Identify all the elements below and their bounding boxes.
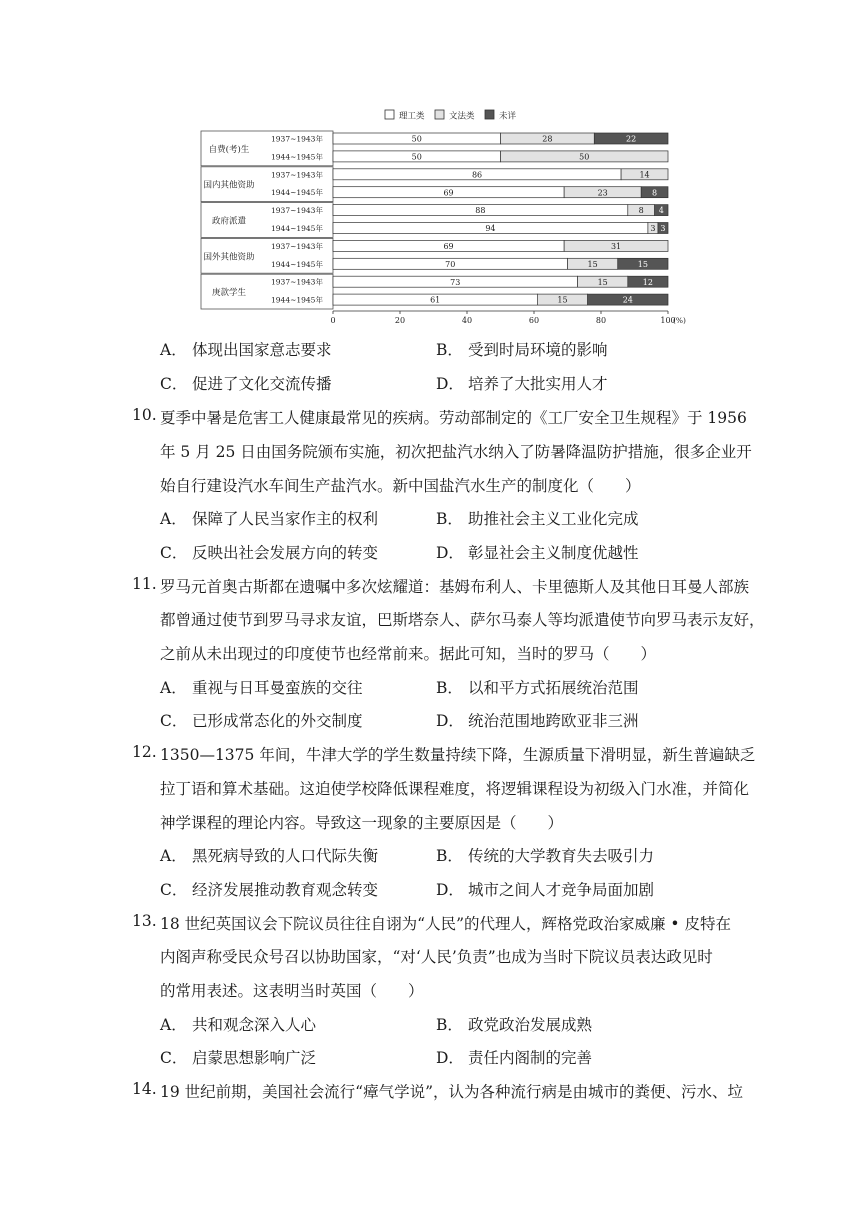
data-label: 50 [411,152,422,162]
question-number: 11. [132,575,157,593]
period-label: 1937~1943年 [271,241,323,251]
x-tick-label: 20 [394,316,406,325]
option-b: B． 受到时局环境的影响 [436,341,608,359]
option-a: A． 重视与日耳曼蛮族的交往 [160,679,363,697]
legend-label: 未详 [499,111,517,122]
question-text: 神学课程的理论内容。导致这一现象的主要原因是（ ） [160,814,564,832]
x-tick-label: 60 [528,316,540,325]
question-number: 12. [132,743,157,761]
question-text: 罗马元首奥古斯都在遗嘱中多次炫耀道：基姆布利人、卡里德斯人及其他日耳曼人部族 [160,578,750,596]
data-label: 3 [650,224,656,234]
option-text: 助推社会主义工业化完成 [468,510,639,528]
group-label: 国内其他资助 [203,180,255,191]
x-tick-label: 100 [660,316,676,325]
period-label: 1937~1943年 [271,134,323,144]
option-b: B． 以和平方式拓展统治范围 [436,679,639,697]
option-d: D． 彰显社会主义制度优越性 [436,544,639,562]
data-label: 8 [652,188,658,198]
option-d: D． 城市之间人才竞争局面加剧 [436,881,655,899]
option-text: 黑死病导致的人口代际失衡 [192,847,379,865]
x-tick-label: 80 [595,316,607,325]
data-label: 3 [660,224,666,234]
question-text: 19 世纪前期，美国社会流行“瘴气学说”，认为各种流行病是由城市的粪便、污水、垃 [160,1083,744,1101]
option-text: 重视与日耳曼蛮族的交往 [192,679,363,697]
legend-swatch [435,110,444,119]
data-label: 86 [471,170,483,180]
option-text: 政党政治发展成熟 [468,1016,593,1034]
option-b: B． 传统的大学教育失去吸引力 [436,847,655,865]
option-text: 受到时局环境的影响 [468,341,608,359]
period-label: 1944~1945年 [271,152,323,162]
data-label: 24 [622,295,633,305]
option-text: 反映出社会发展方向的转变 [192,544,379,562]
group-label: 政府派遣 [211,216,247,227]
data-label: 73 [450,277,461,287]
option-text: 以和平方式拓展统治范围 [468,679,639,697]
option-text: 统治范围地跨欧亚非三洲 [468,712,639,730]
data-label: 50 [411,134,422,144]
option-text: 已形成常态化的外交制度 [192,712,363,730]
data-label: 15 [597,277,608,287]
period-label: 1937~1943年 [271,206,323,216]
question-number: 14. [132,1080,157,1098]
data-label: 23 [597,188,608,198]
data-label: 94 [485,224,496,234]
legend-label: 文法类 [449,111,475,122]
data-label: 31 [610,242,622,251]
question-number: 13. [132,912,157,930]
question-text: 18 世纪英国议会下院议员往往自诩为“人民”的代理人，辉格党政治家威廉 • 皮特在 [160,915,731,933]
question-text: 1350—1375 年间，牛津大学的学生数量持续下降，生源质量下滑明显，新生普遍缺乏 [160,746,756,764]
period-label: 1944~1945年 [271,224,323,233]
option-text: 启蒙思想影响广泛 [192,1049,317,1067]
data-label: 15 [587,259,598,269]
option-text: 传统的大学教育失去吸引力 [468,847,655,865]
option-text: 共和观念深入人心 [192,1016,317,1034]
data-label: 8 [638,206,644,216]
data-label: 50 [579,152,590,162]
option-text: 经济发展推动教育观念转变 [192,881,379,899]
question-number: 10. [132,406,157,424]
option-b: B． 助推社会主义工业化完成 [436,510,639,528]
period-label: 1944~1945年 [271,295,323,305]
question-text: 始自行建设汽水车间生产盐汽水。新中国盐汽水生产的制度化（ ） [160,477,641,495]
option-a: A． 共和观念深入人心 [160,1016,317,1034]
data-label: 12 [642,277,653,287]
group-label: 庚款学生 [211,288,247,299]
group-label: 国外其他资助 [203,252,255,263]
question-text: 都曾通过使节到罗马寻求友谊，巴斯塔奈人、萨尔马泰人等均派遣使节向罗马表示友好， [160,611,765,629]
x-unit-label: (%) [673,316,686,325]
legend-swatch [385,110,394,119]
legend-label: 理工类 [399,111,425,122]
period-label: 1937~1943年 [271,277,323,287]
legend-swatch [485,110,494,119]
data-label: 70 [445,259,456,269]
question-text: 的常用表述。这表明当时英国（ ） [160,982,424,1000]
option-c: C． 反映出社会发展方向的转变 [160,544,379,562]
question-text: 年 5 月 25 日由国务院颁布实施，初次把盐汽水纳入了防暑降温防护措施，很多企业开 [160,443,752,461]
option-a: A． 黑死病导致的人口代际失衡 [160,847,379,865]
option-text: 培养了大批实用人才 [468,375,608,393]
option-b: B． 政党政治发展成熟 [436,1016,593,1034]
data-label: 15 [637,259,648,269]
data-label: 88 [475,206,486,216]
option-c: C． 经济发展推动教育观念转变 [160,881,379,899]
option-text: 彰显社会主义制度优越性 [468,544,639,562]
data-label: 28 [542,134,553,144]
question-text: 之前从未出现过的印度使节也经常前来。据此可知，当时的罗马（ ） [160,645,657,663]
data-label: 22 [626,134,637,144]
option-text: 体现出国家意志要求 [192,341,332,359]
option-d: D． 培养了大批实用人才 [436,375,608,393]
option-c: C． 促进了文化交流传播 [160,375,332,393]
option-a: A． 保障了人民当家作主的权利 [160,510,379,528]
period-label: 1944~1945年 [271,188,323,198]
option-text: 责任内阁制的完善 [468,1049,593,1067]
data-label: 69 [443,188,454,198]
question-text: 内阁声称受民众号召以协助国家，“对‘人民’负责”也成为当时下院议员表达政见时 [160,948,713,966]
option-d: D． 统治范围地跨欧亚非三洲 [436,712,639,730]
option-d: D． 责任内阁制的完善 [436,1049,593,1067]
data-label: 15 [557,295,568,305]
x-tick-label: 0 [330,316,336,325]
option-text: 促进了文化交流传播 [192,375,332,393]
option-a: A． 体现出国家意志要求 [160,341,332,359]
x-tick-label: 40 [461,316,473,325]
option-c: C． 已形成常态化的外交制度 [160,712,363,730]
option-text: 城市之间人才竞争局面加剧 [468,881,655,899]
data-label: 4 [658,206,664,216]
data-label: 61 [430,295,441,305]
question-text: 拉丁语和算术基础。这迫使学校降低课程难度，将逻辑课程设为初级入门水准，并简化 [160,780,750,798]
option-text: 保障了人民当家作主的权利 [192,510,379,528]
group-label: 自费(考)生 [208,144,250,155]
data-label: 14 [639,170,650,180]
option-c: C． 启蒙思想影响广泛 [160,1049,317,1067]
chart [195,104,725,330]
period-label: 1944~1945年 [271,259,323,269]
data-label: 69 [443,242,454,251]
period-label: 1937~1943年 [271,170,323,180]
question-text: 夏季中暑是危害工人健康最常见的疾病。劳动部制定的《工厂安全卫生规程》于 1956 [160,409,747,427]
